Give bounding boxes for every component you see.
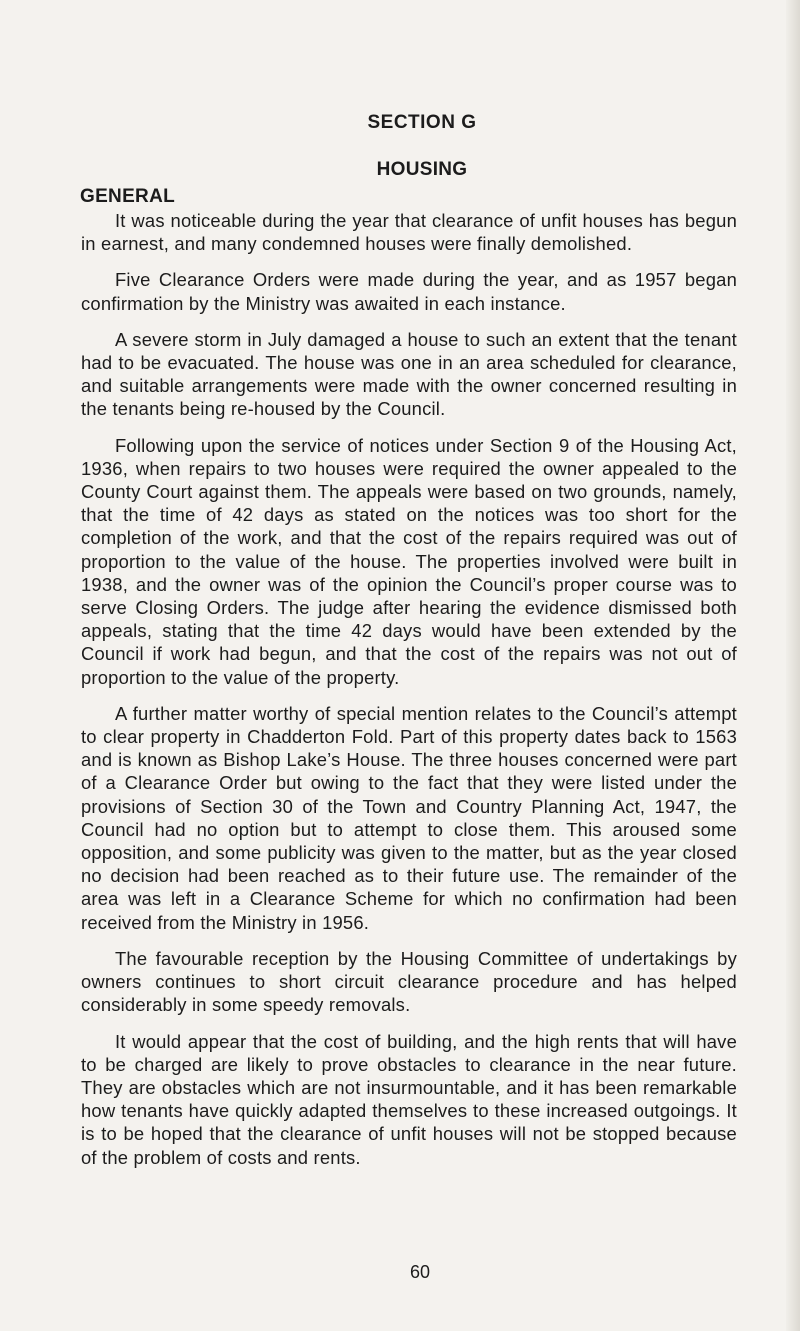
page-number: 60 bbox=[409, 1262, 431, 1282]
paragraph: Five Clearance Orders were made during the year, and as 1957 began confirmation by the Ministry was awaited in each instance. bbox=[81, 269, 737, 314]
paragraph: The favourable reception by the Housing Committee of undertakings by owners continues to short circuit clearance procedure and has helped considerably in some speedy removals. bbox=[81, 947, 737, 1016]
subsection-heading: GENERAL bbox=[80, 186, 175, 207]
paragraph: It would appear that the cost of building, and the high rents that will have to be charged are likely to prove obstacles to clearance in the near future. They are obstacles which are not insurmountable, and it has been remarkable how tenants have quickly adapted themselves to these increased outgoings. It is to be hoped that the clearance of unfit houses will not be stopped because of the problem of costs and rents. bbox=[81, 1030, 737, 1168]
paragraph: Following upon the service of notices under Section 9 of the Housing Act, 1936, when repairs to two houses were required the owner appealed to the County Court against them. The appeals were based on two grounds, namely, that the time of 42 days as stated on the notices was too short for the completion of the work, and that the cost of the repairs required was out of proportion to the value of the house. The properties involved were built in 1938, and the owner was of the opinion the Council’s proper course was to serve Closing Orders. The judge after hearing the evidence dismissed both appeals, stating that the time 42 days would have been extended by the Council if work had begun, and that the cost of the repairs was not out of proportion to the value of the property. bbox=[81, 434, 737, 688]
body-text bbox=[81, 209, 737, 1182]
chapter-title: HOUSING bbox=[376, 159, 468, 180]
section-title: SECTION G bbox=[367, 112, 477, 133]
page-edge-shadow bbox=[786, 0, 800, 1331]
paragraph: It was noticeable during the year that clearance of unfit houses has begun in earnest, and many condemned houses were finally demolished. bbox=[81, 210, 737, 255]
paragraph: A severe storm in July damaged a house to such an extent that the tenant had to be evacuated. The house was one in an area scheduled for clearance, and suitable arrangements were made with the owner concerned resulting in the tenants being re-housed by the Council. bbox=[81, 328, 737, 420]
paragraph: A further matter worthy of special mention relates to the Council’s attempt to clear property in Chadderton Fold. Part of this property dates back to 1563 and is known as Bishop Lake’s House. The three houses concerned were part of a Clearance Order but owing to the fact that they were listed under the provisions of Section 30 of the Town and Country Planning Act, 1947, the Council had no option but to attempt to close them. This aroused some opposition, and some publicity was given to the matter, but as the year closed no decision had been reached as to their future use. The remainder of the area was left in a Clearance Scheme for which no confirmation had been received from the Ministry in 1956. bbox=[81, 702, 737, 933]
